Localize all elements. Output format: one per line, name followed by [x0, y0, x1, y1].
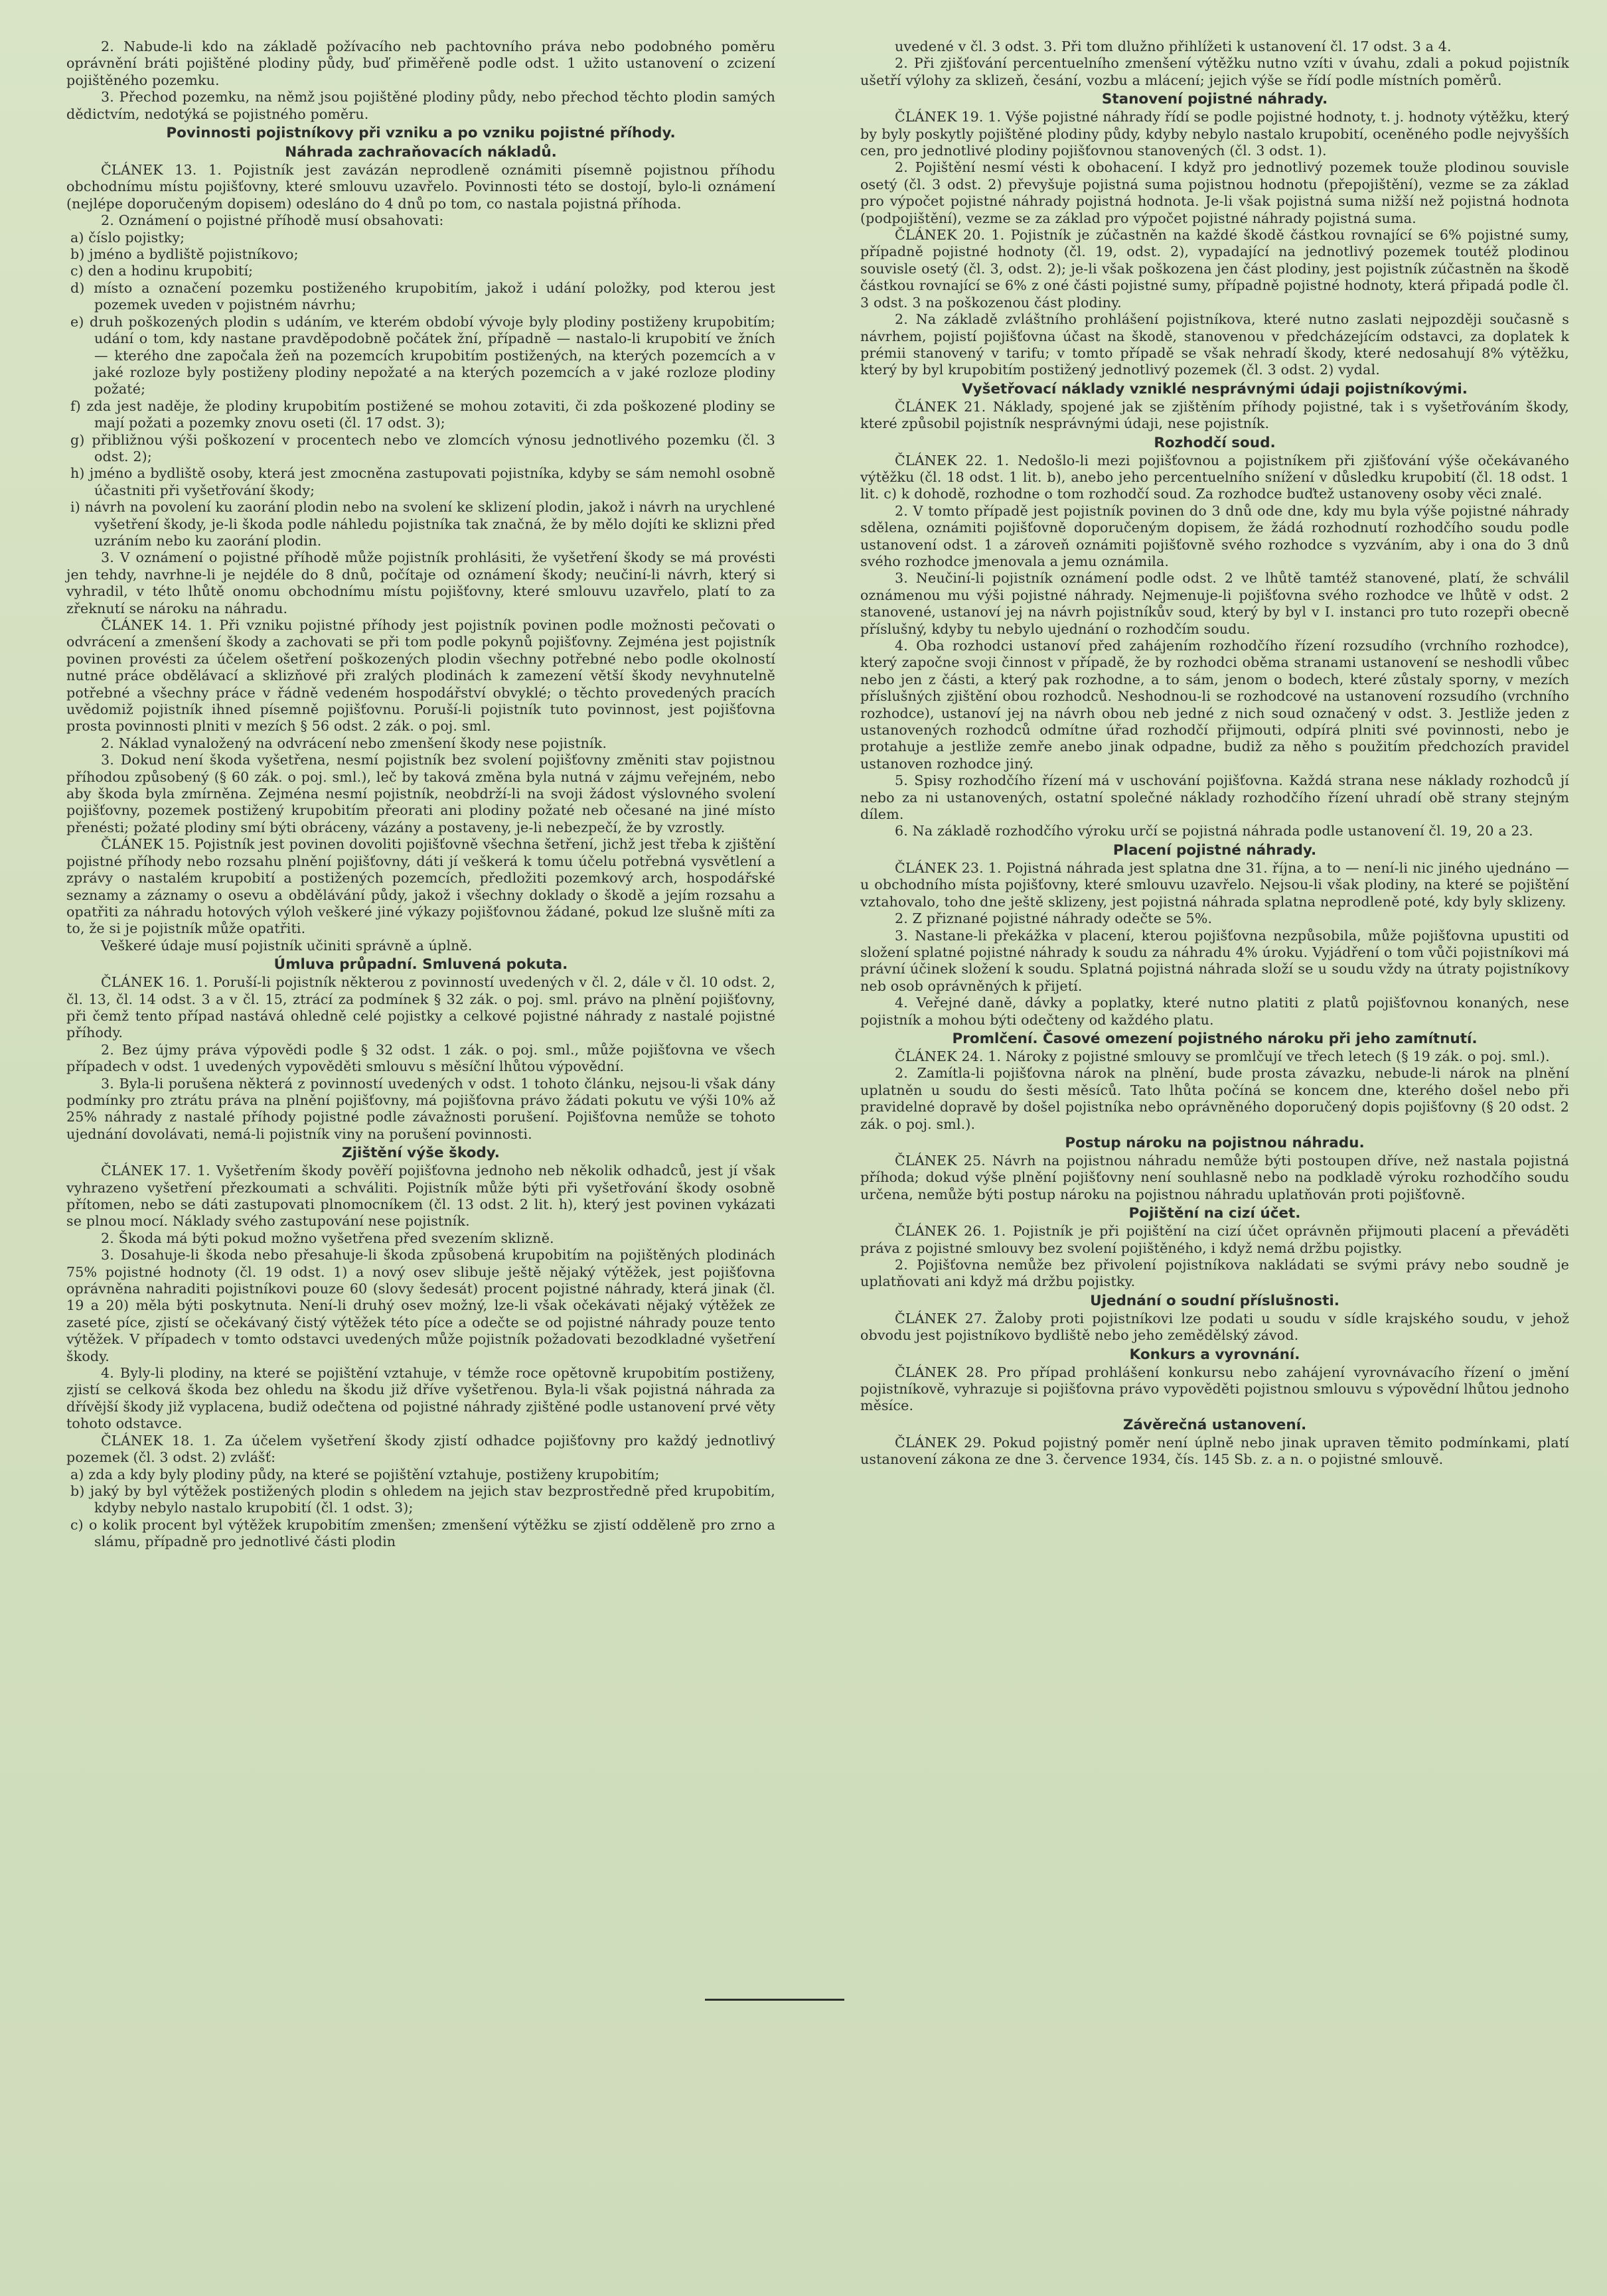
paragraph: ČLÁNEK 18. 1. Za účelem vyšetření škody zjistí odhadce pojišťovny pro každý jednotlivý pozemek (čl. 3 odst. 2) zvlášť: — [66, 1432, 775, 1466]
section-heading: Náhrada zachraňovacích nákladů. — [285, 144, 557, 161]
paragraph: 2. Škoda má býti pokud možno vyšetřena před svezením sklizně. — [101, 1230, 554, 1246]
paragraph: 4. Oba rozhodci ustanoví před zahájením rozhodčího řízení rozsudího (vrchního rozhodce), který započne svoji činnost v případě, že by rozhodci oběma stranami ustanovení se neshodli vůbec nebo jen z části, a který pak rozhodne, a to sám, jenom o bodech, které zůstaly sporny, v mezích příslušných zjištění obou rozhodců. Neshodnou-li se rozhodcové na ustanovení rozsudího (vrchního rozhodce), ustanoví jej na návrh obou neb jedné z nich soud označený v odst. 3. Jestliže jeden z ustanovených rozhodců odmítne úřad rozhodčí přijmouti, odpírá plniti své povinnosti, nebo je protahuje a jestliže zemře anebo jinak odpadne, budiž za něho s použitím předchozích pravidel ustanoven rozhodce jiný. — [860, 638, 1569, 772]
list-item: c) o kolik procent byl výtěžek krupobitím zmenšen; zmenšení výtěžku se zjistí odděleně pro zrno a slámu, případně pro jednotlivé části plodin — [70, 1516, 775, 1550]
paragraph: 2. Nabude-li kdo na základě požívacího neb pachtovního práva nebo podobného poměru oprávnění bráti pojištěné plodiny půdy, buď přiměřeně podle odst. 1 užito ustanovení o zcizení pojištěného pozemku. — [66, 38, 775, 88]
section-heading: Promlčení. Časové omezení pojistného nároku při jeho zamítnutí. — [952, 1030, 1478, 1047]
paragraph: 5. Spisy rozhodčího řízení má v uschování pojišťovna. Každá strana nese náklady rozhodců jí nebo za ni ustanovených, ostatní společné náklady rozhodčího řízení uhradí obě strany stejným dílem. — [860, 772, 1569, 823]
section-heading: Pojištění na cizí účet. — [1128, 1205, 1301, 1222]
paragraph: 2. Na základě zvláštního prohlášení pojistníkova, které nutno zaslati nejpozději současně s návrhem, pojistí pojišťovna účast na škodě, stanovenou v předcházejícím odstavci, za doplatek k prémii stanovený v tarifu; v tomto případě se však nehradí škody, které nedosahují 8% výtěžku, který by byl krupobitím postižený jednotlivý pozemek (čl. 3 odst. 2) vydal. — [860, 311, 1569, 378]
paragraph: 2. Zamítla-li pojišťovna nárok na plnění, bude prosta závazku, nebude-li nárok na plnění uplatněn u soudu do šesti měsíců. Tato lhůta počíná se koncem dne, kterého došel nebo při pravidelné dopravě by došel pojistníka nebo oprávněného doporučený dopis pojišťovny (§ 20 odst. 2 zák. o poj. sml.). — [860, 1065, 1569, 1132]
paragraph: 2. Bez újmy práva výpovědi podle § 32 odst. 1 zák. o poj. sml., může pojišťovna ve všech případech v odst. 1 uvedených vypověděti smlouvu s měsíční lhůtou výpovědní. — [66, 1041, 775, 1075]
paragraph: ČLÁNEK 28. Pro případ prohlášení konkursu nebo zahájení vyrovnávacího řízení o jmění pojistníkově, vyhrazuje si pojišťovna právo vypověděti pojistnou smlouvu s výpovědní lhůtou jednoho měsíce. — [860, 1364, 1569, 1414]
paragraph: 4. Veřejné daně, dávky a poplatky, které nutno platiti z platů pojišťovnou konaných, nese pojistník a mohou býti odečteny od každého platu. — [860, 995, 1569, 1028]
paragraph: ČLÁNEK 27. Žaloby proti pojistníkovi lze podati u soudu v sídle krajského soudu, v jehož obvodu jest pojistníkovo bydliště nebo jeho zemědělský závod. — [860, 1310, 1569, 1344]
paragraph: ČLÁNEK 16. 1. Poruší-li pojistník některou z povinností uvedených v čl. 2, dále v čl. 10 odst. 2, čl. 13, čl. 14 odst. 3 a v čl. 15, ztrácí za podmínek § 32 zák. o poj. sml. právo na plnění pojišťovny, při čemž tento případ nastává ohledně celé pojistky a celkové pojistné náhrady z nastalé pojistné příhody. — [66, 974, 775, 1041]
paragraph: 3. Neučiní-li pojistník oznámení podle odst. 2 ve lhůtě tamtéž stanovené, platí, že schválil oznámenou mu výši pojistné náhrady. Nejmenuje-li pojišťovna svého rozhodce ve lhůtě v odst. 2 stanovené, ustanoví jej na návrh pojistníkův soud, který by byl v I. instanci pro tuto rozepři obecně příslušný, kdyby tu nebylo ujednání o rozhodčím soudu. — [860, 570, 1569, 637]
paragraph: ČLÁNEK 21. Náklady, spojené jak se zjištěním příhody pojistné, tak i s vyšetřováním škody, které způsobil pojistník nesprávnými údaji, nese pojistník. — [860, 398, 1569, 432]
list-item: f) zda jest naděje, že plodiny krupobitím postižené se mohou zotaviti, či zda poškozené plodiny se mají požati a pozemky znovu oseti (čl. 17 odst. 3); — [70, 397, 775, 431]
list-item: b) jaký by byl výtěžek postižených plodin s ohledem na jejich stav bezprostředně před krupobitím, kdyby nebylo nastalo krupobití (čl. 1 odst. 3); — [70, 1482, 775, 1516]
list-item: h) jméno a bydliště osoby, která jest zmocněna zastupovati pojistníka, kdyby se sám nemohl osobně účastniti při vyšetřování škody; — [70, 465, 775, 498]
list-item: g) přibližnou výši poškození v procentech nebo ve zlomcích výnosu jednotlivého pozemku (čl. 3 odst. 2); — [70, 431, 775, 465]
left-column — [66, 38, 775, 1551]
paragraph: 6. Na základě rozhodčího výroku určí se pojistná náhrada podle ustanovení čl. 19, 20 a 23. — [895, 823, 1533, 839]
paragraph: ČLÁNEK 23. 1. Pojistná náhrada jest splatna dne 31. října, a to — není-li nic jiného ujednáno — u obchodního místa pojišťovny, které smlouvu uzavřelo. Nejsou-li však plodiny, na které se pojištění vztahovalo, toho dne ještě sklizeny, jest pojistná náhrada splatna neprodleně poté, kdy byly sklizeny. — [860, 859, 1569, 910]
paragraph: ČLÁNEK 22. 1. Nedošlo-li mezi pojišťovnou a pojistníkem při zjišťování výše očekávaného výtěžku (čl. 18 odst. 1 lit. b), anebo jeho percentuelního snížení v důsledku krupobití (čl. 18 odst. 1 lit. c) k dohodě, rozhodne o tom rozhodčí soud. Za rozhodce buďtež ustanoveny osoby věci znalé. — [860, 452, 1569, 502]
paragraph: 2. Oznámení o pojistné příhodě musí obsahovati: — [101, 212, 444, 229]
paragraph: 3. Přechod pozemku, na němž jsou pojištěné plodiny půdy, nebo přechod těchto plodin samých dědictvím, nedotýká se pojistného poměru. — [66, 89, 775, 122]
paragraph: ČLÁNEK 29. Pokud pojistný poměr není úplně nebo jinak upraven těmito podmínkami, platí ustanovení zákona ze dne 3. července 1934, čís. 145 Sb. z. a n. o pojistné smlouvě. — [860, 1434, 1569, 1468]
paragraph: 2. Při zjišťování percentuelního zmenšení výtěžku nutno vzíti v úvahu, zdali a pokud pojistník ušetří výlohy za sklizeň, česání, vozbu a mlácení; jejich výše se řídí podle místních poměrů. — [860, 55, 1569, 88]
list-item: a) zda a kdy byly plodiny půdy, na které se pojištění vztahuje, postiženy krupobitím; — [70, 1466, 660, 1482]
paragraph: ČLÁNEK 15. Pojistník jest povinen dovoliti pojišťovně všechna šetření, jichž jest třeba k zjištění pojistné příhody nebo rozsahu plnění pojišťovny, dáti jí veškerá k tomu účelu potřebná vysvětlení a zprávy o nastalém krupobití a postižených pozemcích, předložiti pozemkový arch, hospodářské seznamy a záznamy o osevu a obdělávání půdy, jakož i všechny doklady o škodě a jejím rozsahu a opatřiti za náhradu hotových výloh veškeré jiné výkazy pojišťovnou žádané, pokud lze slušně míti za to, že si je pojistník může opatřiti. — [66, 836, 775, 937]
paragraph: 2. Náklad vynaložený na odvrácení nebo zmenšení škody nese pojistník. — [101, 735, 607, 751]
section-heading: Ujednání o soudní příslušnosti. — [1090, 1292, 1339, 1309]
list-item: c) den a hodinu krupobití; — [70, 263, 254, 279]
paragraph: ČLÁNEK 24. 1. Nároky z pojistné smlouvy se promlčují ve třech letech (§ 19 zák. o poj. sml.). — [895, 1048, 1550, 1064]
list-item: b) jméno a bydliště pojistníkovo; — [70, 246, 299, 263]
section-heading: Povinnosti pojistníkovy při vzniku a po vzniku pojistné příhody. — [166, 125, 676, 142]
section-heading: Úmluva průpadní. Smluvená pokuta. — [273, 956, 568, 973]
paragraph: ČLÁNEK 17. 1. Vyšetřením škody pověří pojišťovna jednoho neb několik odhadců, jest jí však vyhrazeno vyšetření přezkoumati a schváliti. Pojistník může býti při vyšetřování škody osobně přítomen, nebo se dáti zastupovati plnomocníkem (čl. 13 odst. 2 lit. h), který jest povinen vykázati se plnou mocí. Náklady svého zastupování nese pojistník. — [66, 1163, 775, 1230]
right-column — [860, 38, 1569, 1469]
paragraph: Veškeré údaje musí pojistník učiniti správně a úplně. — [101, 937, 473, 954]
paragraph: 3. V oznámení o pojistné příhodě může pojistník prohlásiti, že vyšetření škody se má provésti jen tehdy, navrhne-li je nejdéle do 8 dnů, počítaje od oznámení škody; neučiní-li návrh, který si vyhradil, v této lhůtě onomu obchodnímu místu pojišťovny, které smlouvu uzavřelo, platí to za zřeknutí se nároku na náhradu. — [66, 549, 775, 616]
paragraph: 3. Nastane-li překážka v placení, kterou pojišťovna nezpůsobila, může pojišťovna upustiti od složení splatné pojistné náhrady k soudu za náhradu 4% úroku. Vyjádření o tom vůči pojistníkovi má právní účinek složení k soudu. Splatná pojistná náhrada složí se u soudu vždy na útraty pojistníkovy neb osob oprávněných k přijetí. — [860, 927, 1569, 994]
paragraph: uvedené v čl. 3 odst. 3. Při tom dlužno přihlížeti k ustanovení čl. 17 odst. 3 a 4. — [895, 38, 1452, 54]
section-heading: Zjištění výše škody. — [342, 1145, 500, 1162]
paragraph: ČLÁNEK 26. 1. Pojistník je při pojištění na cizí účet oprávněn přijmouti placení a převáděti práva z pojistné smlouvy bez svolení pojištěného, i když nemá držbu pojistky. — [860, 1223, 1569, 1256]
paragraph: 3. Dokud není škoda vyšetřena, nesmí pojistník bez svolení pojišťovny změniti stav pojistnou příhodou způsobený (§ 60 zák. o poj. sml.), leč by taková změna byla nutná v zájmu veřejném, nebo aby škoda byla zmírněna. Zejména nesmí pojistník, neobdrží-li na svoji žádost výslovného svolení pojišťovny, pozemek postižený krupobitím přeorati ani plodiny požaté neb očesané na jiné místo přenésti; požaté plodiny smí býti obráceny, vázány a postaveny, je-li nebezpečí, že by vzrostly. — [66, 752, 775, 835]
paragraph: 2. Pojišťovna nemůže bez přivolení pojistníkova nakládati se svými právy nebo soudně je uplatňovati ani když má držbu pojistky. — [860, 1257, 1569, 1290]
section-heading: Stanovení pojistné náhrady. — [1101, 91, 1328, 108]
section-heading: Placení pojistné náhrady. — [1112, 841, 1317, 859]
paragraph: ČLÁNEK 14. 1. Při vzniku pojistné příhody jest pojistník povinen podle možnosti pečovati o odvrácení a zmenšení škody a zachovati se při tom podle pokynů pojišťovny. Zejména jest pojistník povinen provésti za účelem ošetření poškozených plodin všechny potřebné nebo podle okolností nutné práce obdělávací a sklizňové při zralých plodinách k zamezení větší škody nevyhnutelně potřebné a všechny práce v řádně vedeném hospodářství obvyklé; o těchto provedených pracích uvědomiž pojistník ihned písemně pojišťovnu. Poruší-li pojistník tuto povinnost, jest pojišťovna prosta povinnosti plniti v mezích § 56 odst. 2 zák. o poj. sml. — [66, 617, 775, 735]
paragraph: ČLÁNEK 20. 1. Pojistník je zúčastněn na každé škodě částkou rovnající se 6% pojistné sumy, případně pojistné hodnoty (čl. 19, odst. 2), vypadající na jednotlivý pozemek toutéž plodinou souvisle osetý (čl. 3, odst. 2); je-li však poškozena jen část plodiny, jest pojistník zúčastněn na škodě částkou rovnající se 6% z oné části pojistné sumy, případně pojistné hodnoty, která připadá podle čl. 3 odst. 3 na poškozenou část plodiny. — [860, 227, 1569, 311]
list-item: a) číslo pojistky; — [70, 229, 185, 246]
paragraph: ČLÁNEK 25. Návrh na pojistnou náhradu nemůže býti postoupen dříve, než nastala pojistná příhoda; dokud výše plnění pojišťovny není souhlasně nebo na podkladě výroku rozhodčího soudu určena, nemůže býti postup nároku na pojistnou náhradu uplatňován proti pojišťovně. — [860, 1152, 1569, 1202]
paragraph: 3. Dosahuje-li škoda nebo přesahuje-li škoda způsobená krupobitím na pojištěných plodinách 75% pojistné hodnoty (čl. 19 odst. 1) a nový osev slibuje ještě nějaký výtěžek, jest pojišťovna oprávněna nahraditi pojistníkovi pouze 60 (slovy šedesát) procent pojistné náhrady, která jinak (čl. 19 a 20) měla býti poskytnuta. Není-li druhý osev možný, lze-li však očekávati nějaký výtěžek ze zaseté píce, zjistí se očekávaný čistý výtěžek této píce a odečte se od pojistné náhrady pouze tento výtěžek. V případech v tomto odstavci uvedených může pojistník požadovati bezodkladné vyšetření škody. — [66, 1247, 775, 1364]
paragraph: 4. Byly-li plodiny, na které se pojištění vztahuje, v témže roce opětovně krupobitím postiženy, zjistí se celková škoda bez ohledu na škodu již dříve vyšetřenou. Byla-li však pojistná náhrada za dřívější škody již vyplacena, budiž odečtena od pojistné náhrady zjištěné podle ustanovení prvé věty tohoto odstavce. — [66, 1365, 775, 1432]
section-heading: Závěrečná ustanovení. — [1122, 1416, 1307, 1433]
paragraph: 3. Byla-li porušena některá z povinností uvedených v odst. 1 tohoto článku, nejsou-li však dány podmínky pro ztrátu práva na plnění pojišťovny, má pojišťovna právo žádati pokutu ve výši 10% až 25% náhrady z nastalé příhody pojistné podle závažnosti porušení. Pojišťovna nemůže se tohoto ujednání dovolávati, nemá-li pojistník viny na porušení povinnosti. — [66, 1075, 775, 1142]
list-item: e) druh poškozených plodin s udáním, ve kterém období vývoje byly plodiny postiženy krupobitím; udání o tom, kdy nastane pravděpodobně počátek žní, případně — nastalo-li krupobití ve žních — kterého dne započala žeň na pozemcích krupobitím postižených, na kterých pozemcích a v jaké rozloze byly postiženy plodiny nepožaté a na kterých pozemcích a v jaké rozloze plodiny požaté; — [70, 313, 775, 397]
section-heading: Rozhodčí soud. — [1154, 434, 1276, 451]
paragraph: 2. V tomto případě jest pojistník povinen do 3 dnů ode dne, kdy mu byla výše pojistné náhrady sdělena, oznámiti pojišťovně doporučeným dopisem, že žádá rozhodnutí rozhodčího soudu podle ustanovení odst. 1 a zároveň oznámiti pojišťovně svého rozhodce s vyzváním, aby i ona do 3 dnů svého rozhodce jmenovala a jemu oznámila. — [860, 502, 1569, 569]
paragraph: ČLÁNEK 13. 1. Pojistník jest zavázán neprodleně oznámiti písemně pojistnou příhodu obchodnímu místu pojišťovny, které smlouvu uzavřelo. Povinnosti této se dostojí, bylo-li oznámení (nejlépe doporučeným dopisem) odesláno do 4 dnů po tom, co nastala pojistná příhoda. — [66, 162, 775, 212]
closing-rule — [705, 1999, 844, 2001]
section-heading: Vyšetřovací náklady vzniklé nesprávnými údaji pojistníkovými. — [962, 380, 1468, 397]
paragraph: 2. Pojištění nesmí vésti k obohacení. I když pro jednotlivý pozemek touže plodinou souvisle osetý (čl. 3 odst. 2) převyšuje pojistná suma pojistnou hodnotu (přepojištění), vezme se za základ pro výpočet pojistné náhrady pojistná hodnota. Je-li však pojistná suma nižší než pojistná hodnota (podpojištění), vezme se za základ pro výpočet pojistné náhrady pojistná suma. — [860, 159, 1569, 226]
paragraph: ČLÁNEK 19. 1. Výše pojistné náhrady řídí se podle pojistné hodnoty, t. j. hodnoty výtěžku, který by byly poskytly pojištěné plodiny půdy, kdyby nebylo nastalo krupobití, oceněného podle nejvyšších cen, pro jednotlivé plodiny pojišťovnou stanovených (čl. 3 odst. 1). — [860, 109, 1569, 159]
section-heading: Konkurs a vyrovnání. — [1129, 1346, 1300, 1363]
list-item: d) místo a označení pozemku postiženého krupobitím, jakož i udání položky, pod kterou jest pozemek uveden v pojistném návrhu; — [70, 279, 775, 313]
list-item: i) návrh na povolení ku zaorání plodin nebo na svolení ke sklizení plodin, jakož i návrh na urychlené vyšetření škody, je-li škoda podle náhledu pojistníka tak značná, že by mělo dojíti ke sklizni před uzráním nebo ku zaorání plodin. — [70, 499, 775, 549]
paragraph: 2. Z přiznané pojistné náhrady odečte se 5%. — [895, 910, 1213, 927]
section-heading: Postup nároku na pojistnou náhradu. — [1065, 1134, 1365, 1151]
